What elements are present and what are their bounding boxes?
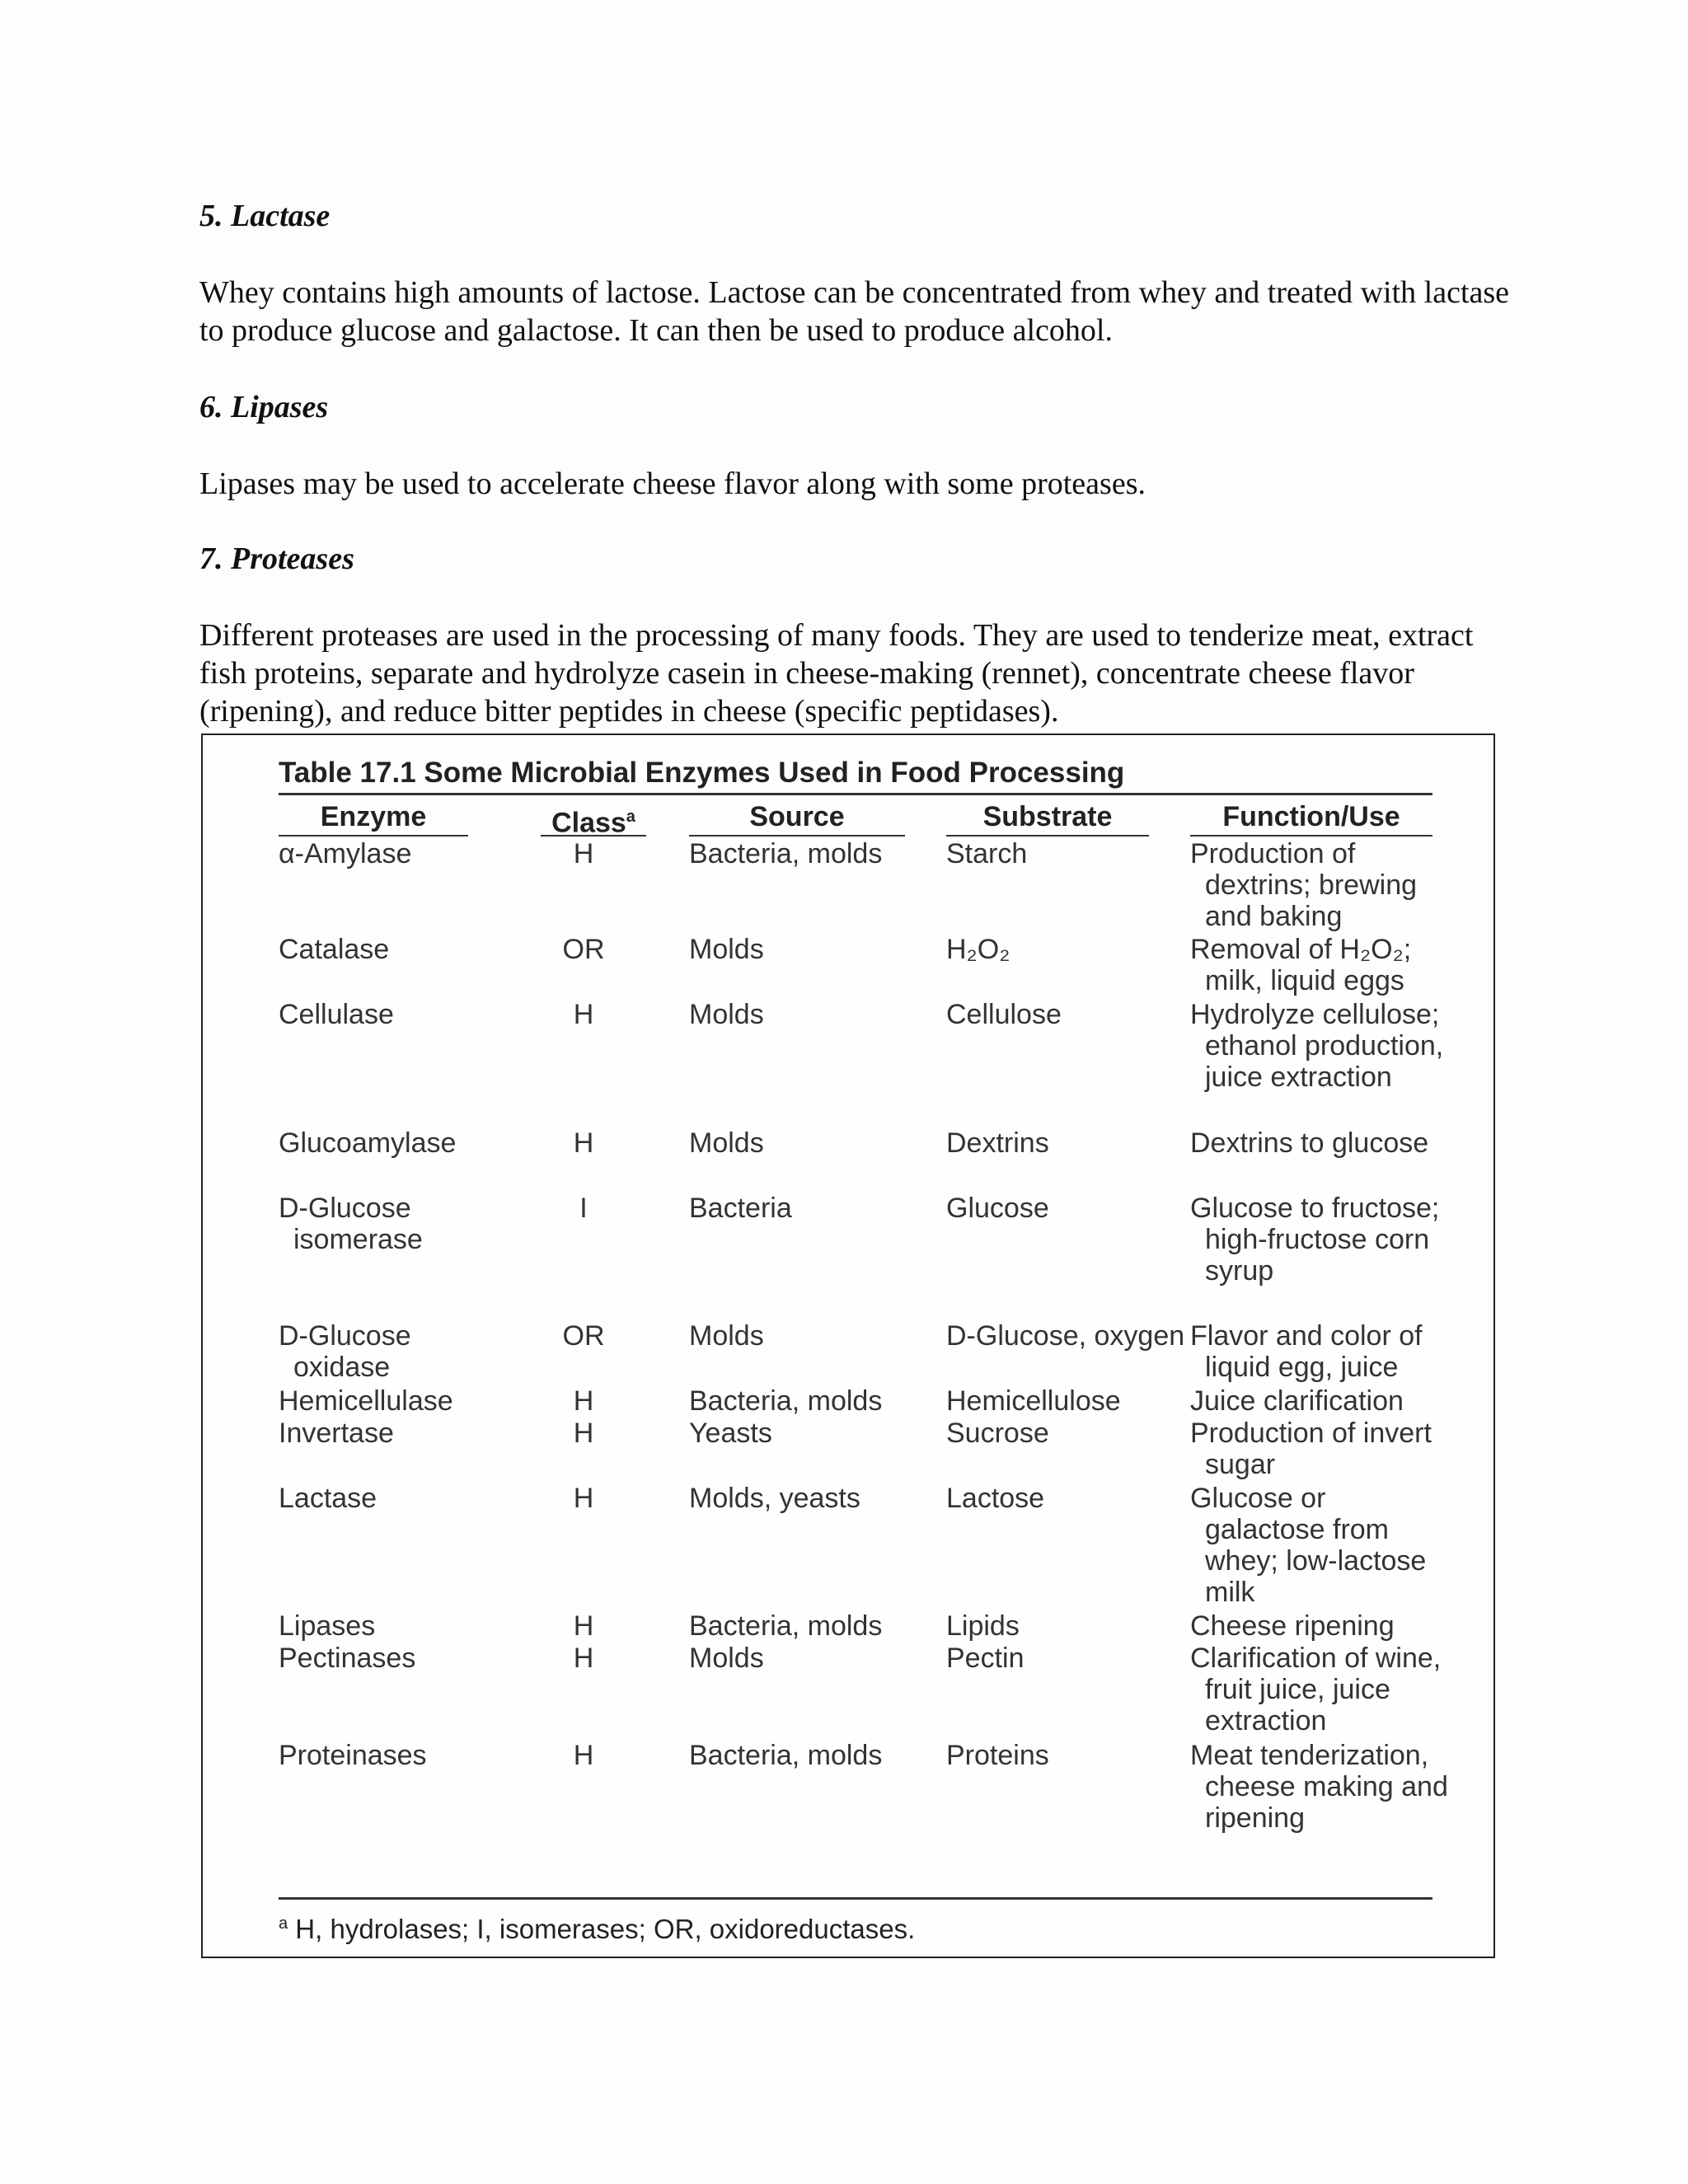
cell-source: Molds [689,934,764,965]
col-header-class-label: Class [551,807,626,839]
cell-class: H [573,1643,594,1674]
cell-source: Bacteria [689,1193,792,1224]
cell-class: H [573,1418,594,1449]
table-figure [201,733,1495,1958]
cell-substrate: Proteins [946,1740,1049,1771]
cell-substrate: Sucrose [946,1418,1049,1449]
cell-substrate: Cellulose [946,999,1062,1030]
enzyme-table [279,753,1448,1945]
table-header-row [279,797,1432,838]
cell-substrate: Hemicellulose [946,1385,1121,1417]
cell-substrate: Starch [946,838,1028,869]
cell-function: Dextrins to glucose [1190,1127,1429,1159]
cell-class: OR [562,934,605,965]
table-top-rule [279,793,1432,795]
cell-source: Molds [689,1127,764,1159]
section-paragraph-lipases: Lipases may be used to accelerate cheese flavor along with some proteases. [199,466,1146,501]
cell-class: H [573,1483,594,1514]
cell-function: Clarification of wine, fruit juice, juice extraction [1190,1643,1442,1736]
cell-source: Bacteria, molds [689,1610,883,1642]
cell-class: H [573,1610,594,1642]
cell-function: Production of invert sugar [1190,1418,1432,1480]
cell-source: Bacteria, molds [689,1740,883,1771]
cell-class: H [573,1127,594,1159]
cell-enzyme: D-Glucose isomerase [279,1193,423,1255]
cell-enzyme: Hemicellulase [279,1385,453,1417]
cell-substrate: Dextrins [946,1127,1049,1159]
table-footnote [279,1908,1432,1945]
cell-source: Bacteria, molds [689,1385,883,1417]
col-header-source: Source [689,797,905,837]
table-body [279,838,1448,1897]
cell-function: Cheese ripening [1190,1610,1395,1642]
section-heading-lactase: 5. Lactase [199,199,331,233]
cell-source: Molds [689,999,764,1030]
col-header-function: Function/Use [1190,797,1432,837]
cell-substrate: D-Glucose, oxygen [946,1320,1185,1352]
cell-function: Juice clarification [1190,1385,1404,1417]
cell-class: H [573,1385,594,1417]
section-heading-proteases: 7. Proteases [199,541,354,576]
col-header-class [541,797,646,837]
cell-function: Production of dextrins; brewing and baking [1190,838,1418,932]
footnote-text: H, hydrolases; I, isomerases; OR, oxidoreductases. [295,1914,916,1944]
cell-class: OR [562,1320,605,1352]
cell-enzyme: Cellulase [279,999,394,1030]
cell-function: Removal of H₂O₂; milk, liquid eggs [1190,934,1412,996]
cell-enzyme: Invertase [279,1418,394,1449]
col-header-class-footnote-mark: a [626,808,635,826]
cell-enzyme: Proteinases [279,1740,427,1771]
cell-substrate: H₂O₂ [946,934,1010,965]
col-header-substrate: Substrate [946,797,1149,837]
cell-function: Glucose to fructose; high-fructose corn syrup [1190,1193,1440,1286]
cell-enzyme: Glucoamylase [279,1127,457,1159]
cell-source: Molds [689,1320,764,1352]
cell-function: Meat tenderization, cheese making and ripening [1190,1740,1448,1834]
cell-source: Yeasts [689,1418,772,1449]
cell-substrate: Lactose [946,1483,1045,1514]
cell-substrate: Glucose [946,1193,1049,1224]
section-heading-lipases: 6. Lipases [199,390,329,424]
table-title: Table 17.1 Some Microbial Enzymes Used in Food Processing [279,757,1125,789]
cell-function: Hydrolyze cellulose; ethanol production, juice extraction [1190,999,1444,1093]
cell-substrate: Pectin [946,1643,1025,1674]
cell-enzyme: α-Amylase [279,838,412,869]
cell-source: Molds [689,1643,764,1674]
cell-class: I [579,1193,588,1224]
table-bottom-rule [279,1897,1432,1900]
footnote-mark: a [279,1915,288,1933]
section-paragraph-proteases: Different proteases are used in the processing of many foods. They are used to tenderize meat, extract fish proteins, separate and hydrolyze casein in cheese-making (rennet), concentrate cheese flavor (ripening), and reduce bitter peptides in cheese (specific peptidases). [199,618,1474,729]
cell-enzyme: Lactase [279,1483,377,1514]
cell-function: Flavor and color of liquid egg, juice [1190,1320,1423,1383]
cell-substrate: Lipids [946,1610,1020,1642]
cell-enzyme: D-Glucose oxidase [279,1320,411,1383]
cell-source: Molds, yeasts [689,1483,860,1514]
cell-enzyme: Lipases [279,1610,376,1642]
section-paragraph-lactase: Whey contains high amounts of lactose. Lactose can be concentrated from whey and treated with lactase to produce glucose and galactose. It can then be used to produce alcohol. [199,275,1510,348]
col-header-enzyme: Enzyme [279,797,468,837]
cell-enzyme: Pectinases [279,1643,416,1674]
cell-enzyme: Catalase [279,934,390,965]
cell-class: H [573,1740,594,1771]
cell-class: H [573,838,594,869]
cell-source: Bacteria, molds [689,838,883,869]
cell-function: Glucose or galactose from whey; low-lactose milk [1190,1483,1427,1608]
cell-class: H [573,999,594,1030]
